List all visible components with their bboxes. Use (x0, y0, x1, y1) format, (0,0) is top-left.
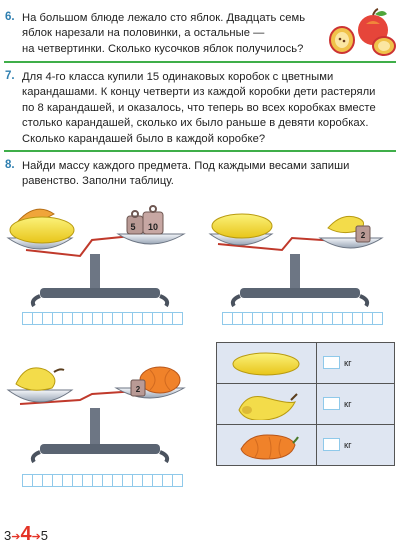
weight-label: 2 (135, 385, 141, 394)
arrow-right-icon: ➔ (11, 531, 21, 543)
mass-table (216, 342, 395, 466)
unit-label: кг (344, 440, 352, 451)
task-number: 7. (5, 70, 15, 82)
answer-cells[interactable] (222, 312, 382, 325)
mass-input[interactable] (323, 397, 340, 410)
task-text-line: яблок нарезали на половинки, а остальные — (22, 27, 265, 40)
table-row (217, 343, 394, 384)
scale-pear-pumpkin (0, 360, 200, 470)
pumpkin-icon (235, 431, 299, 461)
current-page-number: 4 (20, 523, 32, 545)
section-divider (4, 150, 396, 152)
task-text-line: На большом блюде лежало сто яблок. Двадцать семь (22, 12, 306, 24)
unit-label: кг (344, 358, 352, 369)
task-text-line: столько карандашей, сколько их было раньше в девяти коробках. (22, 117, 369, 130)
pear-icon (235, 388, 299, 420)
table-row (217, 425, 394, 466)
mass-input[interactable] (323, 438, 340, 451)
weight-label: 2 (360, 231, 366, 240)
apples-illustration (328, 8, 398, 56)
task-text-line: Для 4-го класса купили 15 одинаковых коробок с цветными (22, 71, 334, 83)
weight-label: 10 (147, 222, 159, 232)
mass-input[interactable] (323, 356, 340, 369)
task-text-line: по 8 карандашей, и оказалось, что теперь во всех коробках вместе (22, 101, 376, 114)
task-text-line: Сколько карандашей было в каждой коробке? (22, 132, 266, 145)
table-row (217, 384, 394, 425)
task-text-line: на четвертинки. Сколько кусочков яблок получилось? (22, 42, 304, 55)
prev-page-link[interactable]: 3 (4, 528, 12, 543)
section-divider (4, 61, 396, 63)
page-navigation (4, 523, 48, 546)
answer-cells[interactable] (22, 312, 182, 325)
melon-icon (231, 351, 301, 377)
task-number: 6. (5, 11, 15, 23)
next-page-link[interactable]: 5 (40, 528, 49, 543)
unit-label: кг (344, 399, 352, 410)
task-text-line: Найди массу каждого предмета. Под каждыми весами запиши (22, 160, 350, 172)
scale-melon-pear (0, 198, 200, 310)
answer-cells[interactable] (22, 474, 182, 487)
arrow-right-icon: ➔ (31, 531, 41, 543)
weight-label: 5 (130, 222, 136, 232)
task-text-line: равенство. Заполни таблицу. (22, 175, 174, 188)
task-number: 8. (5, 159, 15, 171)
scale-melon-pear-weight (200, 198, 402, 310)
task-text-line: карандашами. К концу четверти из каждой коробки дети растеряли (22, 86, 376, 99)
